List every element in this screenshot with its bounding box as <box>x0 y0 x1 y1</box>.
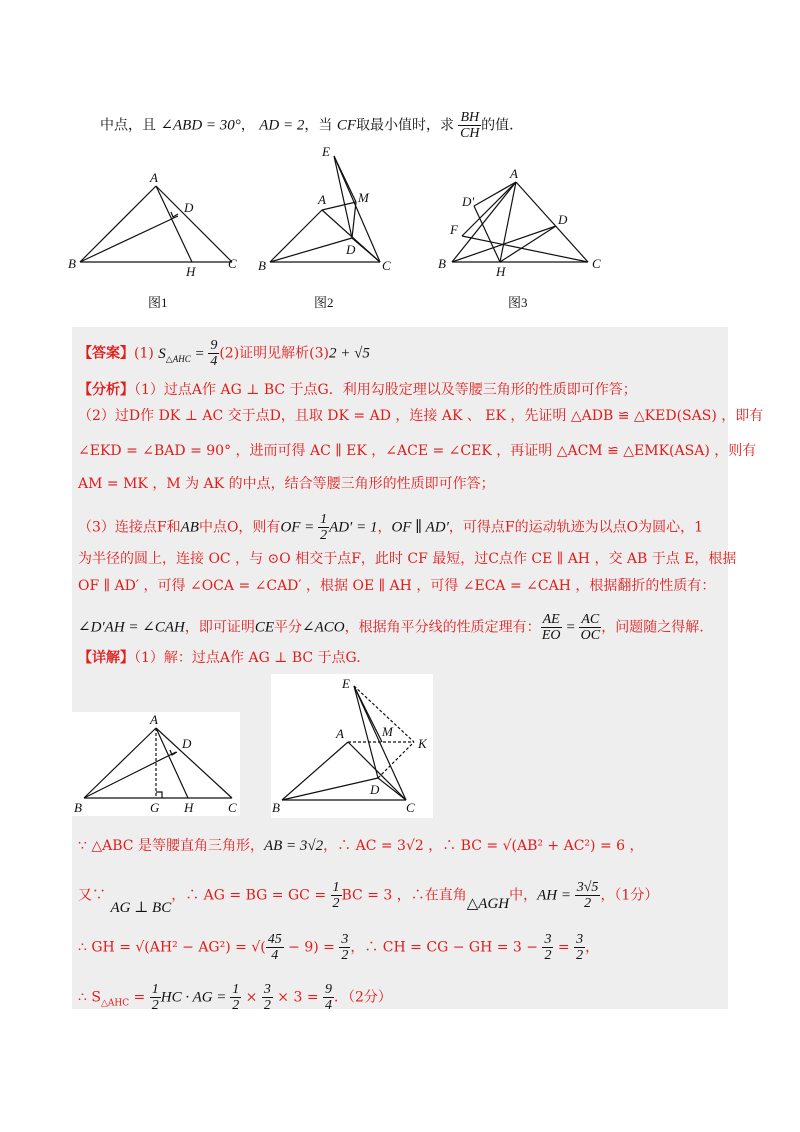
fig3-label-dprime: D' <box>462 194 475 209</box>
figure-1 <box>80 186 232 262</box>
detail-a-label-g: G <box>150 800 160 815</box>
frac-den: 4 <box>325 998 332 1013</box>
frac-den: CH <box>460 126 480 141</box>
frac-den: 2 <box>320 528 328 543</box>
s-sub: △AHC <box>100 998 130 1009</box>
detail-b-label-k: K <box>418 736 427 751</box>
frac-num: 1 <box>320 512 328 527</box>
text: = <box>129 989 150 1006</box>
frac-num: 3 <box>544 932 552 947</box>
text: × <box>241 989 262 1006</box>
cf-segment: CF <box>336 117 357 134</box>
fig3-label-f: F <box>450 222 458 237</box>
text: 又∵ <box>78 887 106 904</box>
s-symbol: S <box>158 345 166 362</box>
text: ，（1分） <box>600 887 659 904</box>
s-sub: △AHC <box>165 353 191 364</box>
text: ∵ △ABC 是等腰直角三角形， <box>78 838 264 854</box>
text: ，即可证明 <box>184 619 255 636</box>
fig2-label-e: E <box>322 144 330 159</box>
answer-tag: 【答案】 <box>78 345 134 362</box>
fig1-caption: 图1 <box>148 295 168 310</box>
hc-ag: HC · AG = <box>160 989 231 1006</box>
fig2-label-b: B <box>258 258 266 273</box>
fig2-label-c: C <box>382 258 391 273</box>
figure-2 <box>270 156 380 262</box>
fig3-label-b: B <box>438 256 446 271</box>
ah-eq: AH = <box>537 887 575 904</box>
text: （3）连接点F和 <box>78 519 181 536</box>
analysis-line-8 <box>78 612 704 643</box>
text: × 3 = <box>272 989 323 1006</box>
answer-fraction <box>208 338 219 369</box>
of-eq: OF = <box>280 519 319 536</box>
text: = <box>553 939 575 956</box>
ce-seg: CE <box>254 619 275 636</box>
text: ，∴ AG = BG = GC = <box>171 887 331 904</box>
text: ，∴ CH = CG − GH = 3 − <box>350 939 543 956</box>
frac-num: 9 <box>210 338 218 353</box>
frac-num: 3√5 <box>576 880 599 895</box>
detail-line-1 <box>78 648 361 668</box>
text: ∴ GH = √(AH² − AG²) = √( <box>78 939 266 956</box>
half-fraction <box>318 512 329 543</box>
frac-den: 2 <box>232 998 240 1013</box>
analysis-line-6: 为半径的圆上，连接 OC ，与 ⊙O 相交于点F，此时 CF 最短，过C点作 CE ∥ AH ，交 AB 于点 E，根据 <box>78 551 737 567</box>
angle-abd: ∠ABD = 30° <box>160 117 241 134</box>
ag-perp-bc: AG ⊥ BC <box>110 899 172 916</box>
frac-num: AE <box>542 612 560 627</box>
fig3-caption: 图3 <box>508 295 528 310</box>
fig1-label-h: H <box>186 264 196 279</box>
frac-den: 2 <box>151 998 159 1013</box>
frac-45-4 <box>266 932 284 963</box>
analysis-line-5 <box>78 512 703 543</box>
ad-prime: AD′ = 1 <box>329 519 378 536</box>
detail-text-1: （1）解：过点A作 AG ⊥ BC 于点G. <box>134 650 361 666</box>
frac-3-2 <box>339 932 350 963</box>
detail-a-label-b: B <box>74 800 82 815</box>
detail-a-label-a: A <box>150 712 158 727</box>
frac-den: 2 <box>544 948 552 963</box>
detail-line-5 <box>78 982 392 1013</box>
fig3-label-c: C <box>592 256 601 271</box>
text: ， <box>585 939 600 956</box>
ac-oc-fraction <box>579 612 601 643</box>
detail-b-label-c: C <box>406 800 415 815</box>
frac-num: 1 <box>151 982 159 997</box>
frac-den: 4 <box>210 354 218 369</box>
frac-den: 2 <box>263 998 271 1013</box>
answer-part3: 2 + √5 <box>329 345 370 362</box>
detail-b-label-e: E <box>342 676 350 691</box>
frac-num: 3 <box>263 982 271 997</box>
frac-3-2 <box>262 982 273 1013</box>
text: − 9) = <box>283 939 340 956</box>
text: ∴ S <box>78 989 101 1006</box>
detail-a-label-c: C <box>228 800 237 815</box>
angle-aco: ∠ACO <box>302 619 345 636</box>
angle-dah: ∠D′AH = ∠CAH <box>78 619 185 636</box>
analysis-line-3: ∠EKD = ∠BAD = 90° ，进而可得 AC ∥ EK ，∠ACE = ∠CEK ，再证明 △ACM ≌ △EMK(ASA) ，则有 <box>78 443 757 459</box>
bh-ch-fraction <box>458 110 481 141</box>
analysis-tag: 【分析】 <box>78 382 134 398</box>
frac-1-2 <box>150 982 161 1013</box>
text-suffix: 的值. <box>481 117 514 134</box>
equals: = <box>190 345 209 362</box>
detail-figures <box>72 672 452 820</box>
detail-b-label-m: M <box>382 724 393 739</box>
sep: ，当 <box>304 117 333 134</box>
frac-den: 2 <box>584 896 592 911</box>
fig1-label-a: A <box>150 170 158 185</box>
detail-line-4 <box>78 932 599 963</box>
text: 平分 <box>274 619 303 636</box>
frac-den: EO <box>541 628 561 643</box>
detail-line-2 <box>78 836 643 856</box>
frac-num: BH <box>460 110 480 125</box>
text: 中， <box>509 887 538 904</box>
frac-den: 2 <box>341 948 349 963</box>
analysis-line-1 <box>78 380 637 400</box>
frac-1-2 <box>230 982 241 1013</box>
text: ，可得点F的运动轨迹为以点O为圆心，1 <box>448 519 704 536</box>
sep: ， <box>377 519 392 536</box>
s-ahc <box>158 346 208 362</box>
detail-a-label-d: D <box>182 736 192 751</box>
analysis-line-2: （2）过D作 DK ⊥ AC 交于点D，且取 DK = AD ，连接 AK 、 EK ，先证明 △ADB ≌ △KED(SAS) ，即有 <box>78 408 764 424</box>
fig1-label-b: B <box>68 256 76 271</box>
analysis-text-1: （1）过点A作 AG ⊥ BC 于点G．利用勾股定理以及等腰三角形的性质即可作答； <box>134 382 637 398</box>
ad-length: AD = 2 <box>259 117 305 134</box>
fig1-label-c: C <box>228 256 237 271</box>
frac-den: 4 <box>271 948 279 963</box>
sep: ， <box>240 117 255 134</box>
text-middle: 取最小值时，求 <box>356 117 455 134</box>
of-parallel: OF ∥ AD′ <box>391 519 449 536</box>
ae-eo-fraction <box>541 612 562 643</box>
frac-num: AC <box>581 612 600 627</box>
text-prefix: 中点，且 <box>100 117 156 134</box>
frac-den: 2 <box>576 948 584 963</box>
text: 中点O，则有 <box>198 519 281 536</box>
detail-b-label-d: D <box>370 782 380 797</box>
frac-num: 45 <box>267 932 282 947</box>
analysis-line-4: AM = MK ，M 为 AK 的中点，结合等腰三角形的性质即可作答； <box>78 476 495 492</box>
frac-num: 3 <box>576 932 584 947</box>
fig3-label-a: A <box>510 166 518 181</box>
text: ，∴ AC = 3√2 ，∴ BC = √(AB² + AC²) = 6 ， <box>323 838 644 854</box>
fig1-label-d: D <box>184 200 194 215</box>
answer-part2: (2)证明见解析(3) <box>219 345 330 362</box>
triangle-agh: △AGH <box>466 895 510 912</box>
answer-part1: (1) <box>134 345 154 362</box>
frac-num: 3 <box>341 932 349 947</box>
ah-fraction <box>575 880 601 911</box>
detail-b-label-b: B <box>272 800 280 815</box>
detail-tag: 【详解】 <box>78 650 134 666</box>
frac-den: OC <box>580 628 601 643</box>
frac-num: 1 <box>332 880 340 895</box>
fig2-label-d: D <box>346 242 356 257</box>
fig3-label-h: H <box>496 264 506 279</box>
ab-value: AB = 3√2 <box>263 838 324 854</box>
text: ，问题随之得解. <box>601 619 704 636</box>
answer-line <box>78 338 370 369</box>
half-fraction <box>331 880 342 911</box>
figures-row <box>60 140 620 320</box>
detail-line-3 <box>78 880 659 916</box>
text: ．（2分） <box>334 989 392 1006</box>
frac-3-2 <box>542 932 553 963</box>
frac-9-4 <box>323 982 334 1013</box>
fig2-label-a: A <box>318 192 326 207</box>
text: BC = 3 ，∴在直角 <box>341 887 467 904</box>
frac-3-2 <box>574 932 585 963</box>
analysis-line-7: OF ∥ AD′ ，可得 ∠OCA = ∠CAD′ ，根据 OE ∥ AH ，可得 ∠ECA = ∠CAH ，根据翻折的性质有： <box>78 578 716 594</box>
fig3-label-d: D <box>558 212 568 227</box>
frac-num: 1 <box>232 982 240 997</box>
detail-a-label-h: H <box>184 800 194 815</box>
text: ，根据角平分线的性质定理有： <box>344 619 541 636</box>
equals: = <box>561 619 580 636</box>
fig2-label-m: M <box>358 190 369 205</box>
frac-den: 2 <box>332 896 340 911</box>
ab-seg: AB <box>180 519 199 536</box>
detail-b-label-a: A <box>336 726 344 741</box>
frac-num: 9 <box>325 982 332 997</box>
fig2-caption: 图2 <box>314 295 334 310</box>
problem-continuation <box>100 110 514 141</box>
